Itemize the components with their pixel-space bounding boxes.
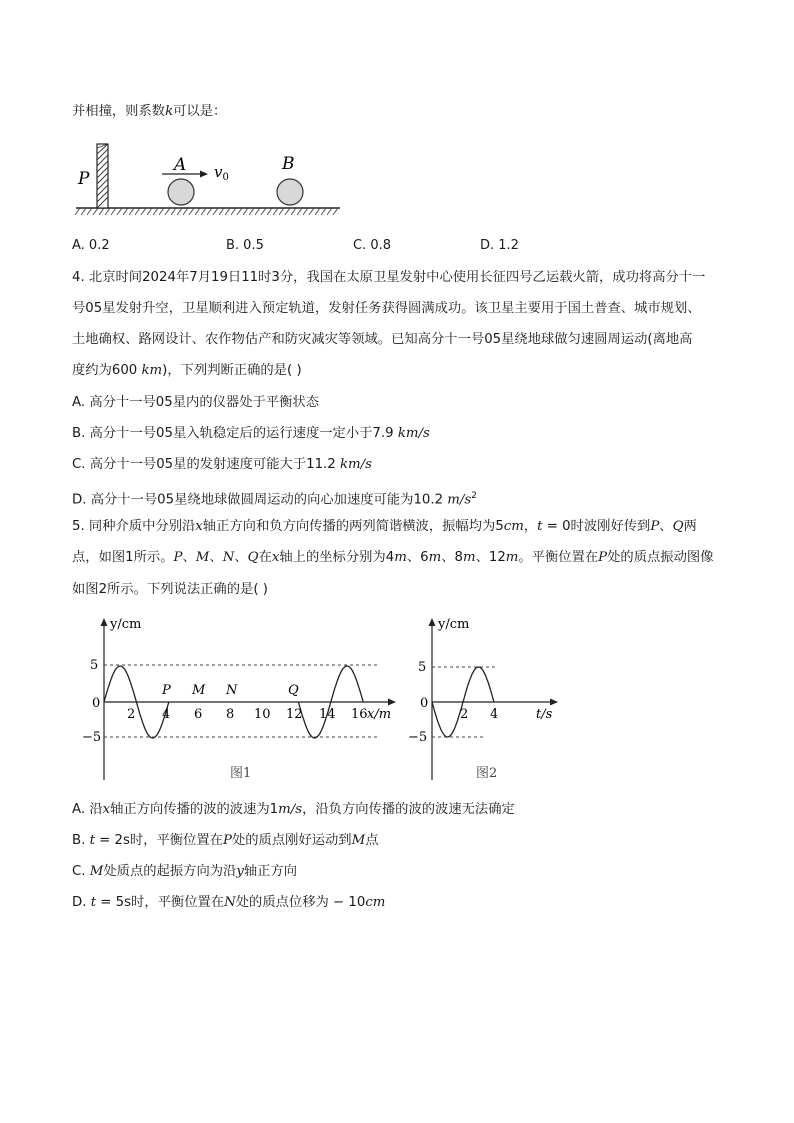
- q3-option-a: A. 0.2: [72, 238, 110, 253]
- text: C. 高分十一号05星的发射速度可能大于11.2: [72, 457, 340, 472]
- unit: m/s: [447, 492, 472, 508]
- text: )，下列判断正确的是( ): [162, 363, 302, 378]
- q3-tail-line: [72, 102, 226, 122]
- text: D. 高分十一号05星绕地球做圆周运动的向心加速度可能为10.2: [72, 492, 448, 508]
- unit: km/s: [339, 457, 372, 472]
- y-axis-arrow: [429, 618, 436, 626]
- x-tick: 2: [127, 707, 136, 722]
- unit: km/s: [397, 426, 430, 441]
- ball-b: [277, 179, 303, 205]
- label-v0: $v_0$: [214, 163, 229, 183]
- q5-line-1: 5. 同种介质中分别沿x轴正方向和负方向传播的两列简谐横波，振幅均为5cm，t = 0时波刚好传到P、Q两: [72, 519, 697, 534]
- x-tick: 4: [162, 707, 171, 722]
- q4-line-2: 号05星发射升空，卫星顺利进入预定轨道，发射任务获得圆满成功。该卫星主要用于国土普查、城市规划、: [72, 301, 701, 316]
- q4-line-1: 4. 北京时间2024年7月19日11时3分，我国在太原卫星发射中心使用长征四号乙运载火箭，成功将高分十一: [72, 270, 706, 285]
- x-tick: 10: [254, 707, 271, 722]
- q4-option-d: [72, 486, 477, 510]
- q3-option-d: D. 1.2: [480, 238, 519, 253]
- q5-line-3: 如图2所示。下列说法正确的是( ): [72, 582, 268, 597]
- q5-figure-1: [80, 612, 410, 787]
- var-k: k: [165, 104, 174, 119]
- text: 度约为600: [72, 363, 142, 378]
- q4-option-a: A. 高分十一号05星内的仪器处于平衡状态: [72, 395, 319, 410]
- q4-line-3: 土地确权、路网设计、农作物估产和防灾减灾等领域。已知高分十一号05星绕地球做匀速圆周运动(离地高: [72, 332, 693, 347]
- q5-line-2: 点，如图1所示。P、M、N、Q在x轴上的坐标分别为4m、6m、8m、12m。平衡位置在P处的质点振动图像: [72, 550, 714, 565]
- point-labels: [161, 683, 299, 698]
- t-tick: 4: [490, 707, 499, 722]
- y-tick-pos: 5: [90, 658, 99, 673]
- y-tick-neg: −5: [408, 730, 428, 745]
- q5-option-d: D. t = 5s时，平衡位置在N处的质点位移为 − 10cm: [72, 895, 386, 910]
- q3-option-b: B. 0.5: [226, 238, 264, 253]
- t-axis-arrow: [550, 699, 558, 706]
- t-label: t/s: [536, 707, 553, 722]
- q3-option-c: C. 0.8: [353, 238, 392, 253]
- ground-hatch: [75, 208, 338, 215]
- q5-option-c: C. M处质点的起振方向为沿y轴正方向: [72, 864, 298, 879]
- point-n: N: [226, 683, 238, 698]
- ball-a: [168, 179, 194, 205]
- q4-line-4: [72, 361, 302, 381]
- x-axis-arrow: [388, 699, 396, 706]
- origin-label: 0: [92, 696, 101, 711]
- x-tick: 14: [319, 707, 336, 722]
- x-tick: 16: [351, 707, 368, 722]
- text: B. 高分十一号05星入轨稳定后的运行速度一定小于7.9: [72, 426, 398, 441]
- y-axis-arrow: [101, 618, 108, 626]
- origin-label: 0: [420, 696, 429, 711]
- superscript: 2: [471, 491, 477, 501]
- q5-figure-2: [404, 612, 564, 787]
- y-tick-pos: 5: [418, 660, 427, 675]
- unit-km: km: [141, 363, 163, 378]
- q5-option-a: A. 沿x轴正方向传播的波的波速为1m/s，沿负方向传播的波的波速无法确定: [72, 802, 515, 817]
- y-label: y/cm: [110, 617, 142, 632]
- figure-caption: 图1: [230, 766, 252, 781]
- q4-option-b: [72, 424, 430, 444]
- x-tick: 6: [194, 707, 203, 722]
- x-ticks: [127, 707, 368, 722]
- y-label: y/cm: [438, 617, 470, 632]
- q5-option-b: B. t = 2s时，平衡位置在P处的质点刚好运动到M点: [72, 833, 379, 848]
- figure-caption: 图2: [476, 766, 498, 781]
- point-m: M: [192, 683, 206, 698]
- arrow-head: [200, 171, 208, 178]
- x-label: x/m: [367, 707, 392, 722]
- label-b: B: [282, 154, 295, 174]
- y-tick-neg: −5: [82, 730, 102, 745]
- q3-figure: [72, 140, 347, 218]
- x-tick: 12: [286, 707, 303, 722]
- point-q: Q: [288, 683, 299, 698]
- label-a: A: [174, 155, 187, 175]
- text: 并相撞，则系数: [72, 104, 166, 119]
- text: 可以是：: [173, 104, 227, 119]
- q4-option-c: [72, 455, 372, 475]
- x-tick: 8: [226, 707, 235, 722]
- point-p: P: [162, 683, 171, 698]
- t-tick: 2: [460, 707, 469, 722]
- label-p: P: [78, 169, 90, 189]
